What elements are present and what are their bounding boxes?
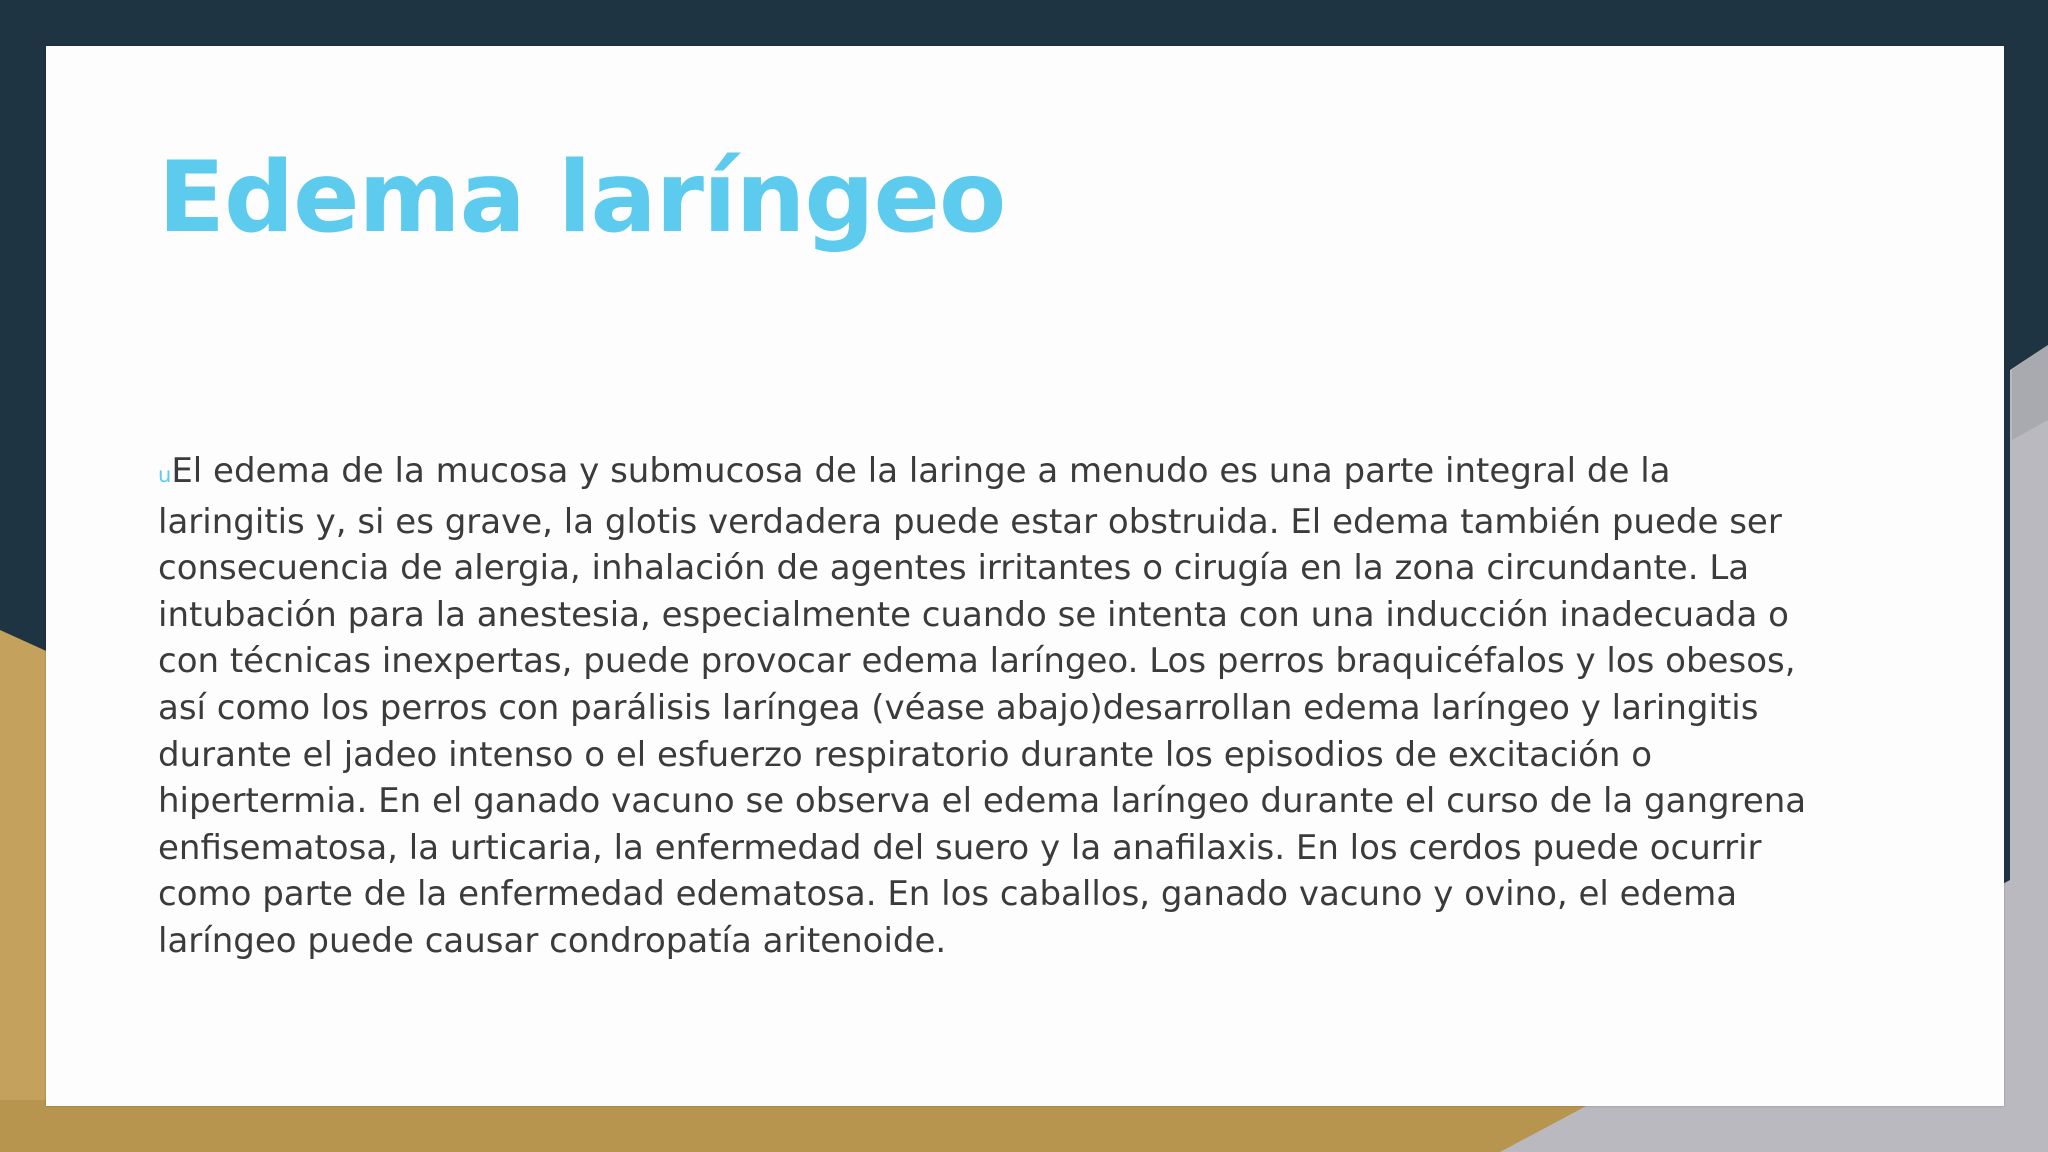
slide-title: Edema laríngeo: [158, 141, 1006, 255]
bullet-marker: u: [158, 463, 172, 487]
body-paragraph: El edema de la mucosa y submucosa de la laringe a menudo es una parte integral de la laringitis y, si es grave, la glotis verdadera puede estar obstruida. El edema también puede ser consecuencia de alergia, inhalación de agentes irritantes o cirugía en la zona circundante. La intubación para la anestesia, especialmente cuando se intenta con una inducción inadecuada o con técnicas inexpertas, puede provocar edema laríngeo. Los perros braquicéfalos y los obesos, así como los perros con parálisis laríngea (véase abajo)desarrollan edema laríngeo y laringitis durante el jadeo intenso o el esfuerzo respiratorio durante los episodios de excitación o hipertermia. En el ganado vacuno se observa el edema laríngeo durante el curso de la gangrena enfisematosa, la urticaria, la enfermedad del suero y la anafilaxis. En los cerdos puede ocurrir como parte de la enfermedad edematosa. En los caballos, ganado vacuno y ovino, el edema laríngeo puede causar condropatía aritenoide.: [158, 451, 1807, 961]
gold-bottom-band: [0, 1100, 1650, 1152]
slide-body: [158, 448, 1818, 965]
